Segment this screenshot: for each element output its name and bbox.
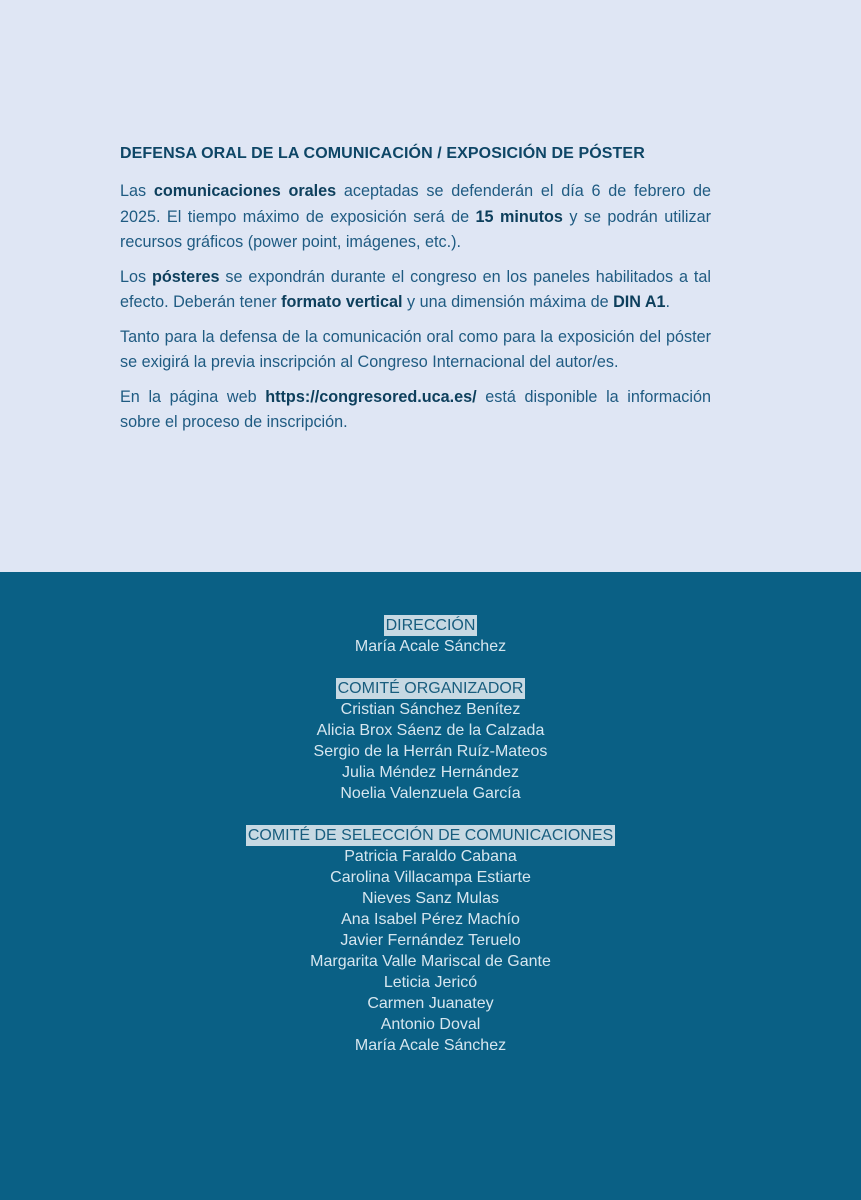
person-name: Carolina Villacampa Estiarte: [330, 869, 531, 886]
section-title-organizador: COMITÉ ORGANIZADOR: [337, 680, 524, 697]
paragraph-registration: Tanto para la defensa de la comunicación oral como para la exposición del póster se exigirá la previa inscripción al Congreso Internacional del autor/es.: [120, 327, 711, 371]
paragraph-website: En la página web https://congresored.uca.es/ está disponible la información sobre el proceso de inscripción.: [120, 387, 711, 431]
paragraph-posters: Los pósteres se expondrán durante el congreso en los paneles habilitados a tal efecto. Deberán tener formato vertical y una dimensión máxima de DIN A1.: [120, 267, 712, 311]
person-name: Patricia Faraldo Cabana: [344, 848, 517, 865]
credits: [0, 615, 861, 1077]
credits-section-seleccion: [0, 825, 861, 1056]
person-name: Alicia Brox Sáenz de la Calzada: [316, 722, 545, 739]
person-name: Noelia Valenzuela García: [340, 785, 521, 802]
section-heading: DEFENSA ORAL DE LA COMUNICACIÓN / EXPOSICIÓN DE PÓSTER: [120, 145, 645, 162]
person-name: Carmen Juanatey: [367, 995, 494, 1012]
person-name: Javier Fernández Teruelo: [340, 932, 521, 949]
info-content: [120, 143, 711, 445]
person-name: Nieves Sanz Mulas: [362, 890, 499, 907]
website-link[interactable]: https://congresored.uca.es/: [265, 387, 477, 406]
credits-section-direccion: [0, 615, 861, 657]
section-title-seleccion: COMITÉ DE SELECCIÓN DE COMUNICACIONES: [247, 827, 614, 844]
person-name: Sergio de la Herrán Ruíz-Mateos: [313, 743, 548, 760]
person-name: María Acale Sánchez: [354, 638, 507, 655]
person-name: Ana Isabel Pérez Machío: [341, 911, 520, 928]
person-name: Leticia Jericó: [383, 974, 478, 991]
credits-section-organizador: [0, 678, 861, 804]
section-title-direccion: DIRECCIÓN: [385, 617, 476, 634]
person-name: Julia Méndez Hernández: [342, 764, 519, 781]
paragraph-oral-communications: Las comunicaciones orales aceptadas se defenderán el día 6 de febrero de 2025. El tiempo máximo de exposición será de 15 minutos y se podrán utilizar recursos gráficos (power point, imágenes, etc.).: [120, 182, 712, 251]
person-name: María Acale Sánchez: [354, 1037, 507, 1054]
person-name: Margarita Valle Mariscal de Gante: [310, 953, 551, 970]
person-name: Antonio Doval: [380, 1016, 481, 1033]
person-name: Cristian Sánchez Benítez: [340, 701, 521, 718]
